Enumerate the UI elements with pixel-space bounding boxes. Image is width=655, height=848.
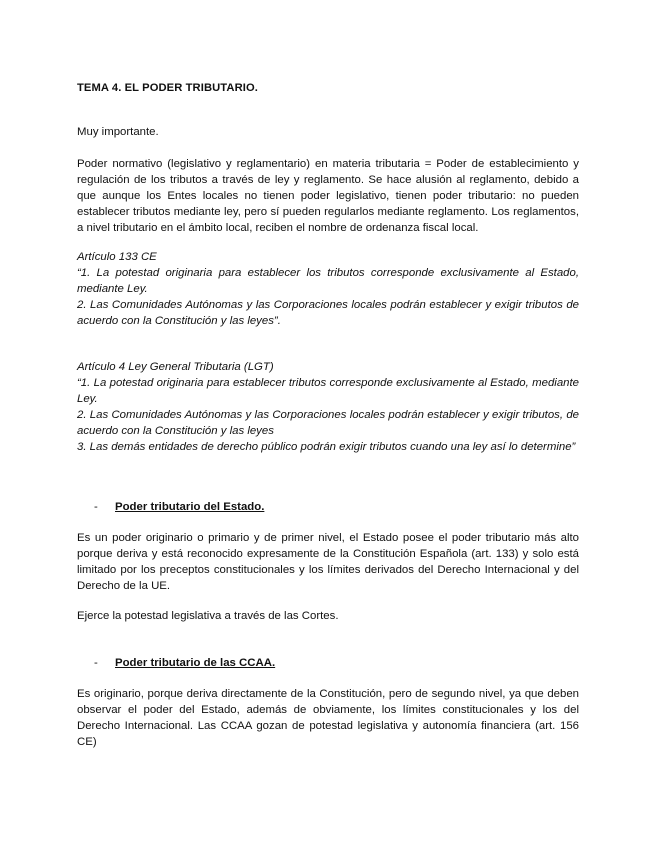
section-ccaa-title: Poder tributario de las CCAA. [115, 657, 276, 669]
article-133-heading: Artículo 133 CE [77, 251, 157, 263]
bullet-dash: - [94, 501, 98, 513]
article-133-line-2: 2. Las Comunidades Autónomas y las Corporaciones locales podrán establecer y exigir tributos de acuerdo con la Constitución y las leyes”. [77, 299, 579, 327]
bullet-dash: - [94, 657, 98, 669]
section-estado-title: Poder tributario del Estado. [115, 501, 265, 513]
section-ccaa-paragraph-1: Es originario, porque deriva directamente de la Constitución, pero de segundo nivel, ya que deben observar el poder del Estado, además de obviamente, los límites constitucionales y los del Derecho Internacional. Las CCAA gozan de potestad legislativa y autonomía financiera (art. 156 CE) [77, 688, 579, 748]
intro-paragraph: Poder normativo (legislativo y reglamentario) en materia tributaria = Poder de establecimiento y regulación de los tributos a través de ley y reglamento. Se hace alusión al reglamento, debido a que aunque los Entes locales no tienen poder legislativo, tienen poder tributario: no pueden establecer tributos mediante ley, pero sí pueden regularlos mediante reglamento. Los reglamentos, a nivel tributario en el ámbito local, reciben el nombre de ordenanza fiscal local. [77, 158, 579, 234]
article-4-line-2: 2. Las Comunidades Autónomas y las Corporaciones locales podrán establecer y exigir tributos, de acuerdo con la Constitución y las leyes [77, 409, 579, 437]
page-title: TEMA 4. EL PODER TRIBUTARIO. [77, 82, 258, 94]
article-133-line-1: “1. La potestad originaria para establecer los tributos corresponde exclusivamente al Estado, mediante Ley. [77, 267, 579, 295]
section-estado-paragraph-1: Es un poder originario o primario y de primer nivel, el Estado posee el poder tributario más alto porque deriva y está reconocido expresamente de la Constitución Española (art. 133) y solo está limitado por los preceptos constitucionales y los límites derivados del Derecho Internacional y del Derecho de la UE. [77, 532, 579, 592]
article-4-line-3: 3. Las demás entidades de derecho público podrán exigir tributos cuando una ley así lo determine” [77, 441, 576, 453]
section-estado-paragraph-2: Ejerce la potestad legislativa a través de las Cortes. [77, 610, 339, 622]
section-ccaa-heading [94, 655, 275, 671]
article-4-quote [77, 359, 579, 455]
article-4-heading: Artículo 4 Ley General Tributaria (LGT) [77, 361, 274, 373]
note-text: Muy importante. [77, 126, 159, 138]
article-4-line-1: “1. La potestad originaria para establecer tributos corresponde exclusivamente al Estado, mediante Ley. [77, 377, 579, 405]
section-estado-heading [94, 499, 264, 515]
article-133-quote [77, 249, 579, 329]
